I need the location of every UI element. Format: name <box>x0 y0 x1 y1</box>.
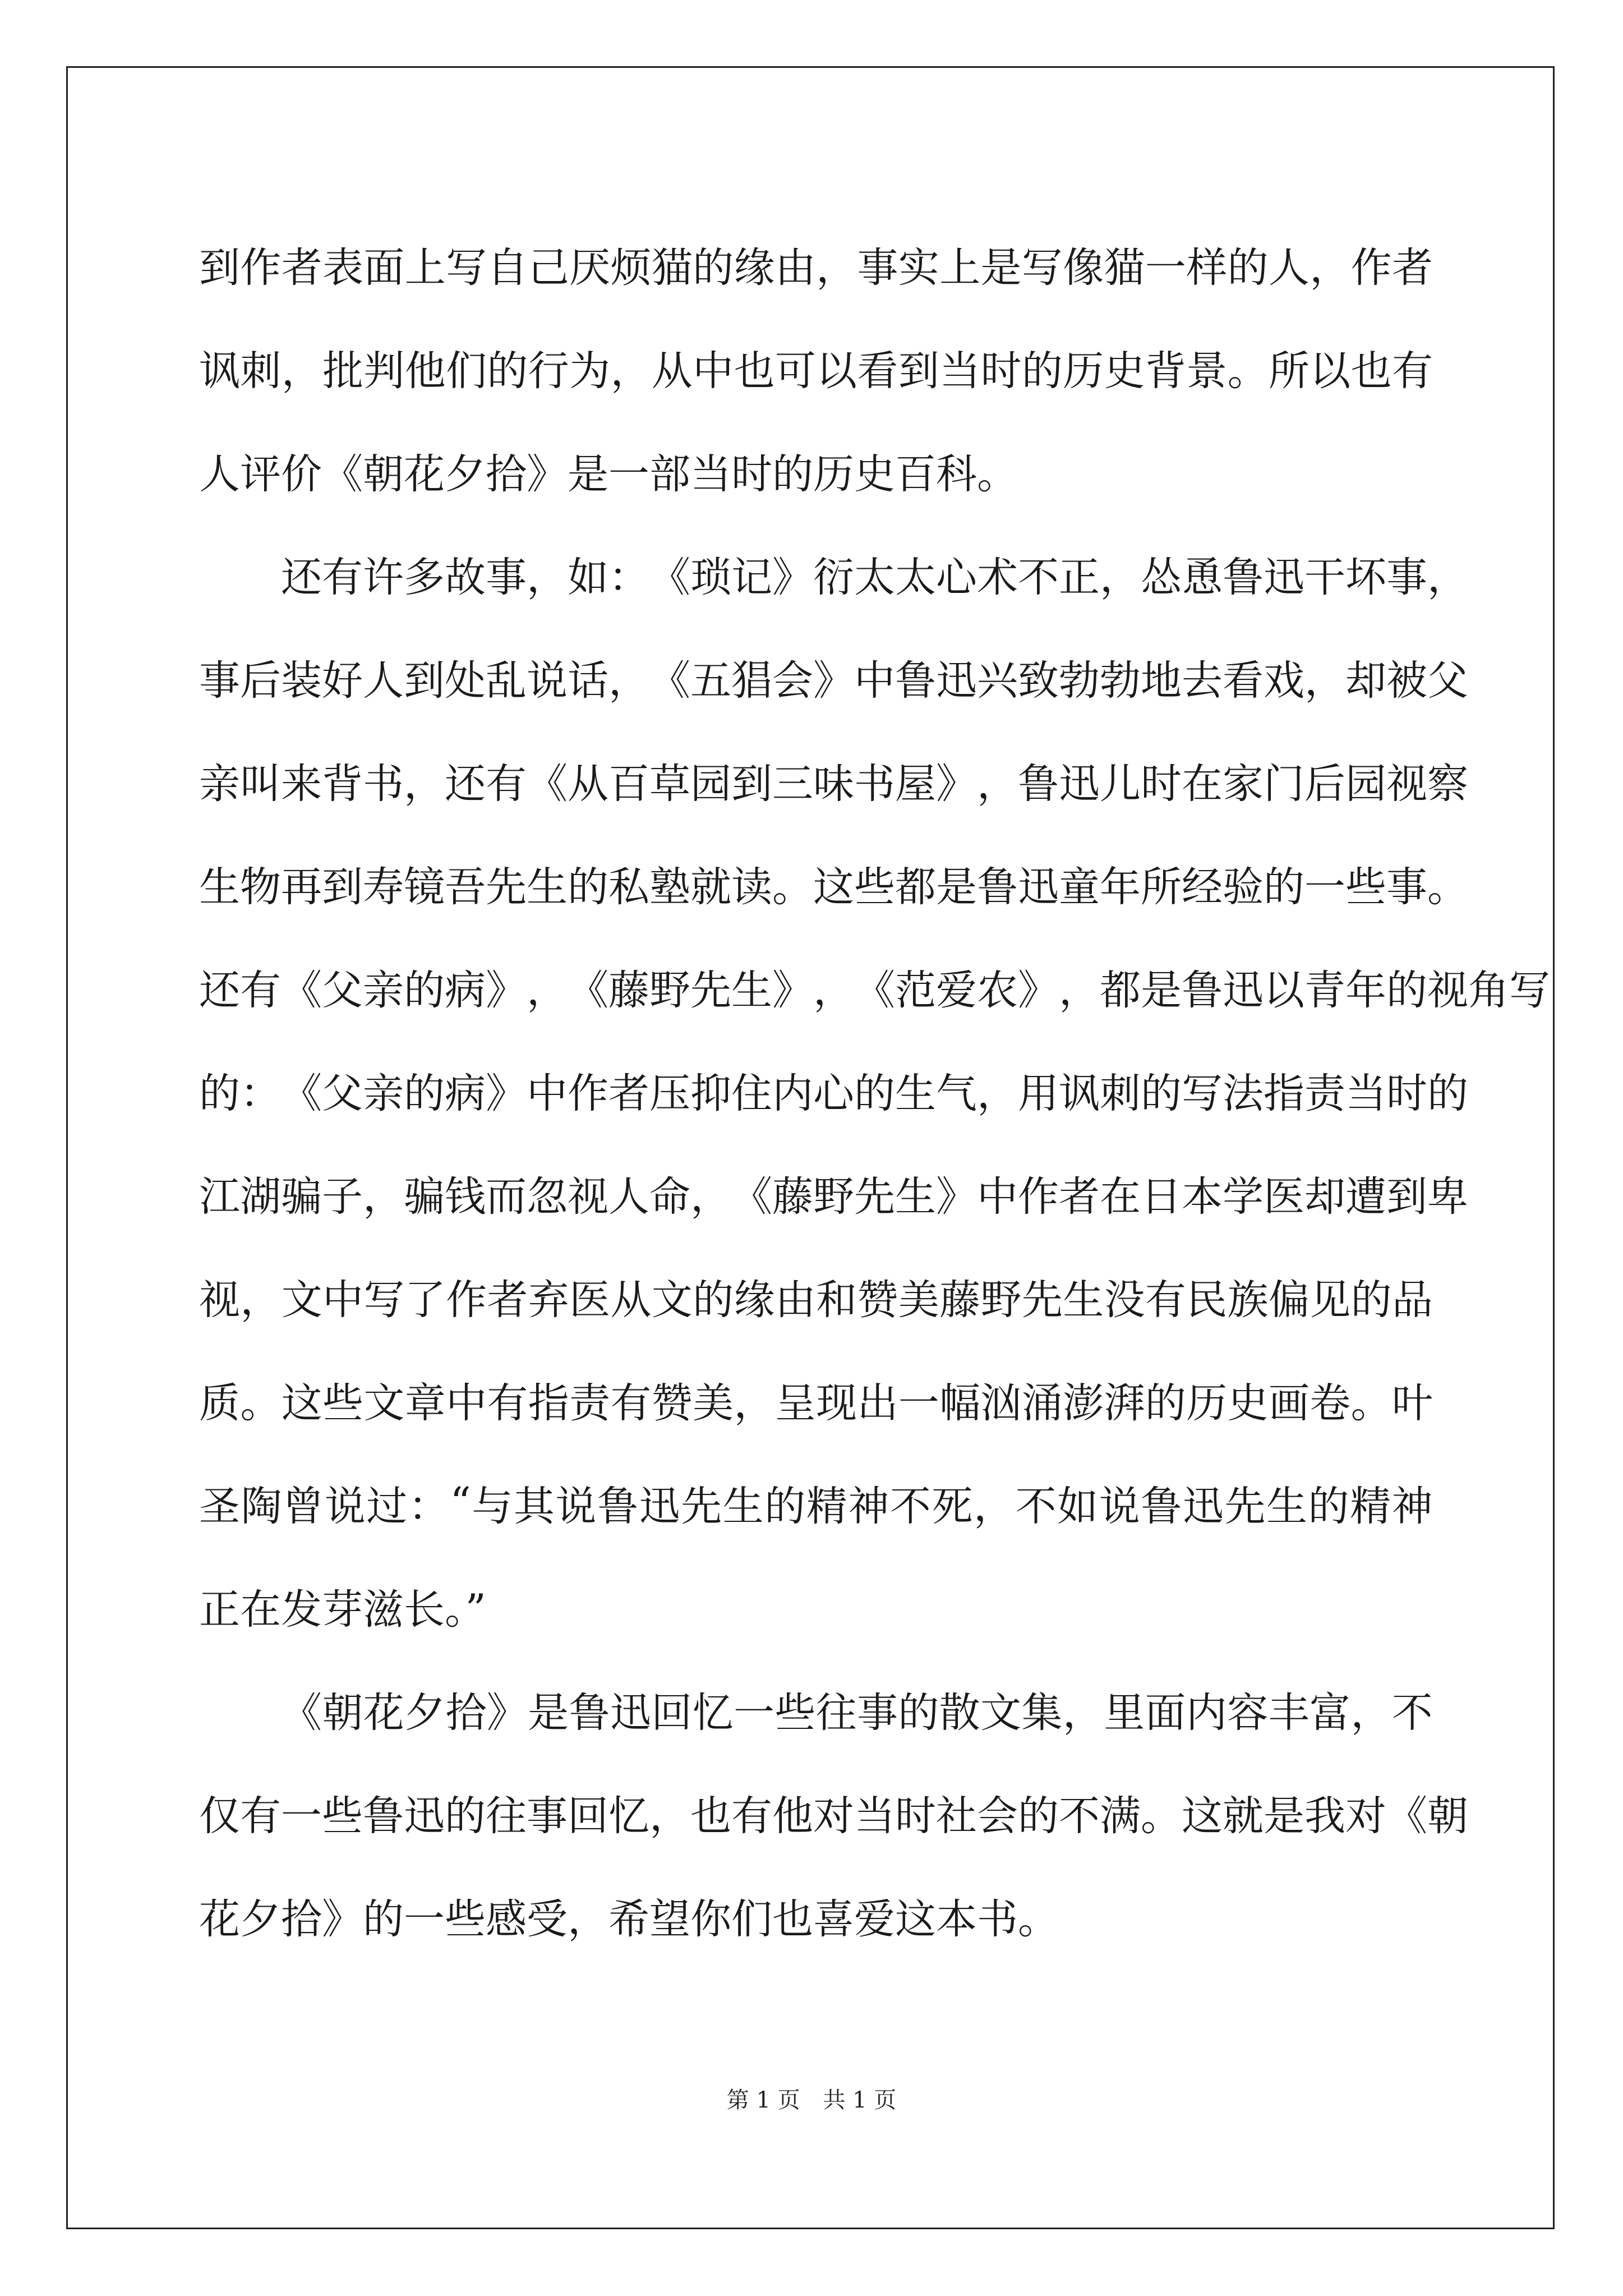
text-line: 正在发芽滋长。” <box>199 1585 486 1634</box>
text-line: 还 有 许 多 故 事 ， 如 ： 《 琐 记 》 衍 太 太 心 术 不 正 ， 怂 恿 鲁 迅 干 坏 事 ， <box>281 553 1468 601</box>
text-line: 视 ， 文 中 写 了 作 者 弃 医 从 文 的 缘 由 和 赞 美 藤 野 先 生 没 有 民 族 偏 见 的 品 <box>199 1276 1433 1324</box>
text-line: 人评价《朝花夕拾》是一部当时的历史百科。 <box>199 450 1018 498</box>
text-line: 还 有 《 父 亲 的 病 》 ， 《 藤 野 先 生 》 ， 《 范 爱 农 》 ， 都 是 鲁 迅 以 青 年 的 视 角 写 <box>199 966 1550 1014</box>
text-line: 仅 有 一 些 鲁 迅 的 往 事 回 忆 ， 也 有 他 对 当 时 社 会 的 不 满 。 这 就 是 我 对 《 朝 <box>199 1792 1468 1840</box>
text-line: 到 作 者 表 面 上 写 自 己 厌 烦 猫 的 缘 由 ， 事 实 上 是 写 像 猫 一 样 的 人 ， 作 者 <box>199 243 1433 292</box>
text-line: 质 。 这 些 文 章 中 有 指 责 有 赞 美 ， 呈 现 出 一 幅 汹 涌 澎 湃 的 历 史 画 卷 。 叶 <box>199 1379 1433 1427</box>
paragraph <box>199 522 1550 1657</box>
document-body <box>199 212 1550 1967</box>
page-footer <box>0 2082 1623 2114</box>
paragraph <box>199 212 1433 522</box>
paragraph <box>199 1657 1468 1967</box>
page-number: 第 1 页 <box>726 2087 800 2113</box>
page-total: 共 1 页 <box>823 2087 897 2113</box>
text-line: 江 湖 骗 子 ， 骗 钱 而 忽 视 人 命 ， 《 藤 野 先 生 》 中 作 者 在 日 本 学 医 却 遭 到 卑 <box>199 1172 1468 1221</box>
text-line: 圣 陶 曾 说 过 ： “ 与 其 说 鲁 迅 先 生 的 精 神 不 死 ， 不 如 说 鲁 迅 先 生 的 精 神 <box>199 1478 1433 1530</box>
text-line: 讽 刺 ， 批 判 他 们 的 行 为 ， 从 中 也 可 以 看 到 当 时 的 历 史 背 景 。 所 以 也 有 <box>199 347 1433 395</box>
text-line: 《 朝 花 夕 拾 》 是 鲁 迅 回 忆 一 些 往 事 的 散 文 集 ， 里 面 内 容 丰 富 ， 不 <box>281 1688 1433 1737</box>
text-line: 的 ： 《 父 亲 的 病 》 中 作 者 压 抑 住 内 心 的 生 气 ， 用 讽 刺 的 写 法 指 责 当 时 的 <box>199 1069 1468 1117</box>
text-line: 生 物 再 到 寿 镜 吾 先 生 的 私 塾 就 读 。 这 些 都 是 鲁 迅 童 年 所 经 验 的 一 些 事 。 <box>199 863 1468 911</box>
text-line: 花夕拾》的一些感受，希望你们也喜爱这本书。 <box>199 1895 1059 1943</box>
text-line: 事 后 装 好 人 到 处 乱 说 话 ， 《 五 猖 会 》 中 鲁 迅 兴 致 勃 勃 地 去 看 戏 ， 却 被 父 <box>199 656 1468 705</box>
text-line: 亲 叫 来 背 书 ， 还 有 《 从 百 草 园 到 三 味 书 屋 》 ， 鲁 迅 儿 时 在 家 门 后 园 视 察 <box>199 760 1468 808</box>
